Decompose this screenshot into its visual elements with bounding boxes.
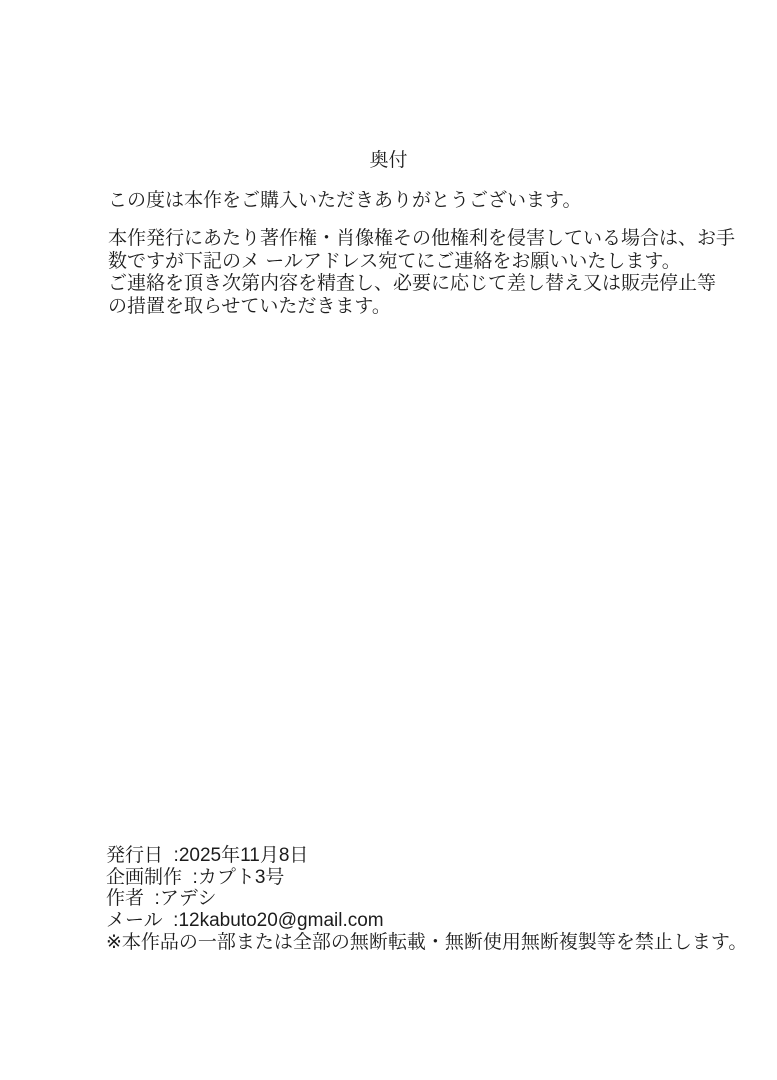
rights-paragraph-line: 数ですが下記のメ ールアドレス宛てにご連絡をお願いいたします。: [108, 250, 681, 272]
page-title: 奥付: [369, 150, 408, 171]
colophon-notice: ※本作品の一部または全部の無断転載・無断使用無断複製等を禁止します。: [106, 931, 748, 953]
colophon-production: 企画制作 :カプト3号: [106, 866, 285, 888]
colophon-block: [106, 845, 747, 954]
rights-paragraph-line: の措置を取らせていただきます。: [108, 295, 391, 317]
colophon-publish-date: 発行日 :2025年11月8日: [106, 845, 309, 866]
thanks-paragraph: この度は本作をご購入いただきありがとうございます。: [108, 190, 582, 211]
rights-paragraph: [108, 228, 735, 318]
colophon-author: 作者 :アデシ: [106, 888, 217, 910]
colophon-email: メール :12kabuto20@gmail.com: [106, 910, 384, 932]
rights-paragraph-line: ご連絡を頂き次第内容を精査し、必要に応じて差し替え又は販売停止等: [108, 273, 717, 294]
rights-paragraph-line: 本作発行にあたり著作権・肖像権その他権利を侵害している場合は、お手: [108, 228, 736, 249]
